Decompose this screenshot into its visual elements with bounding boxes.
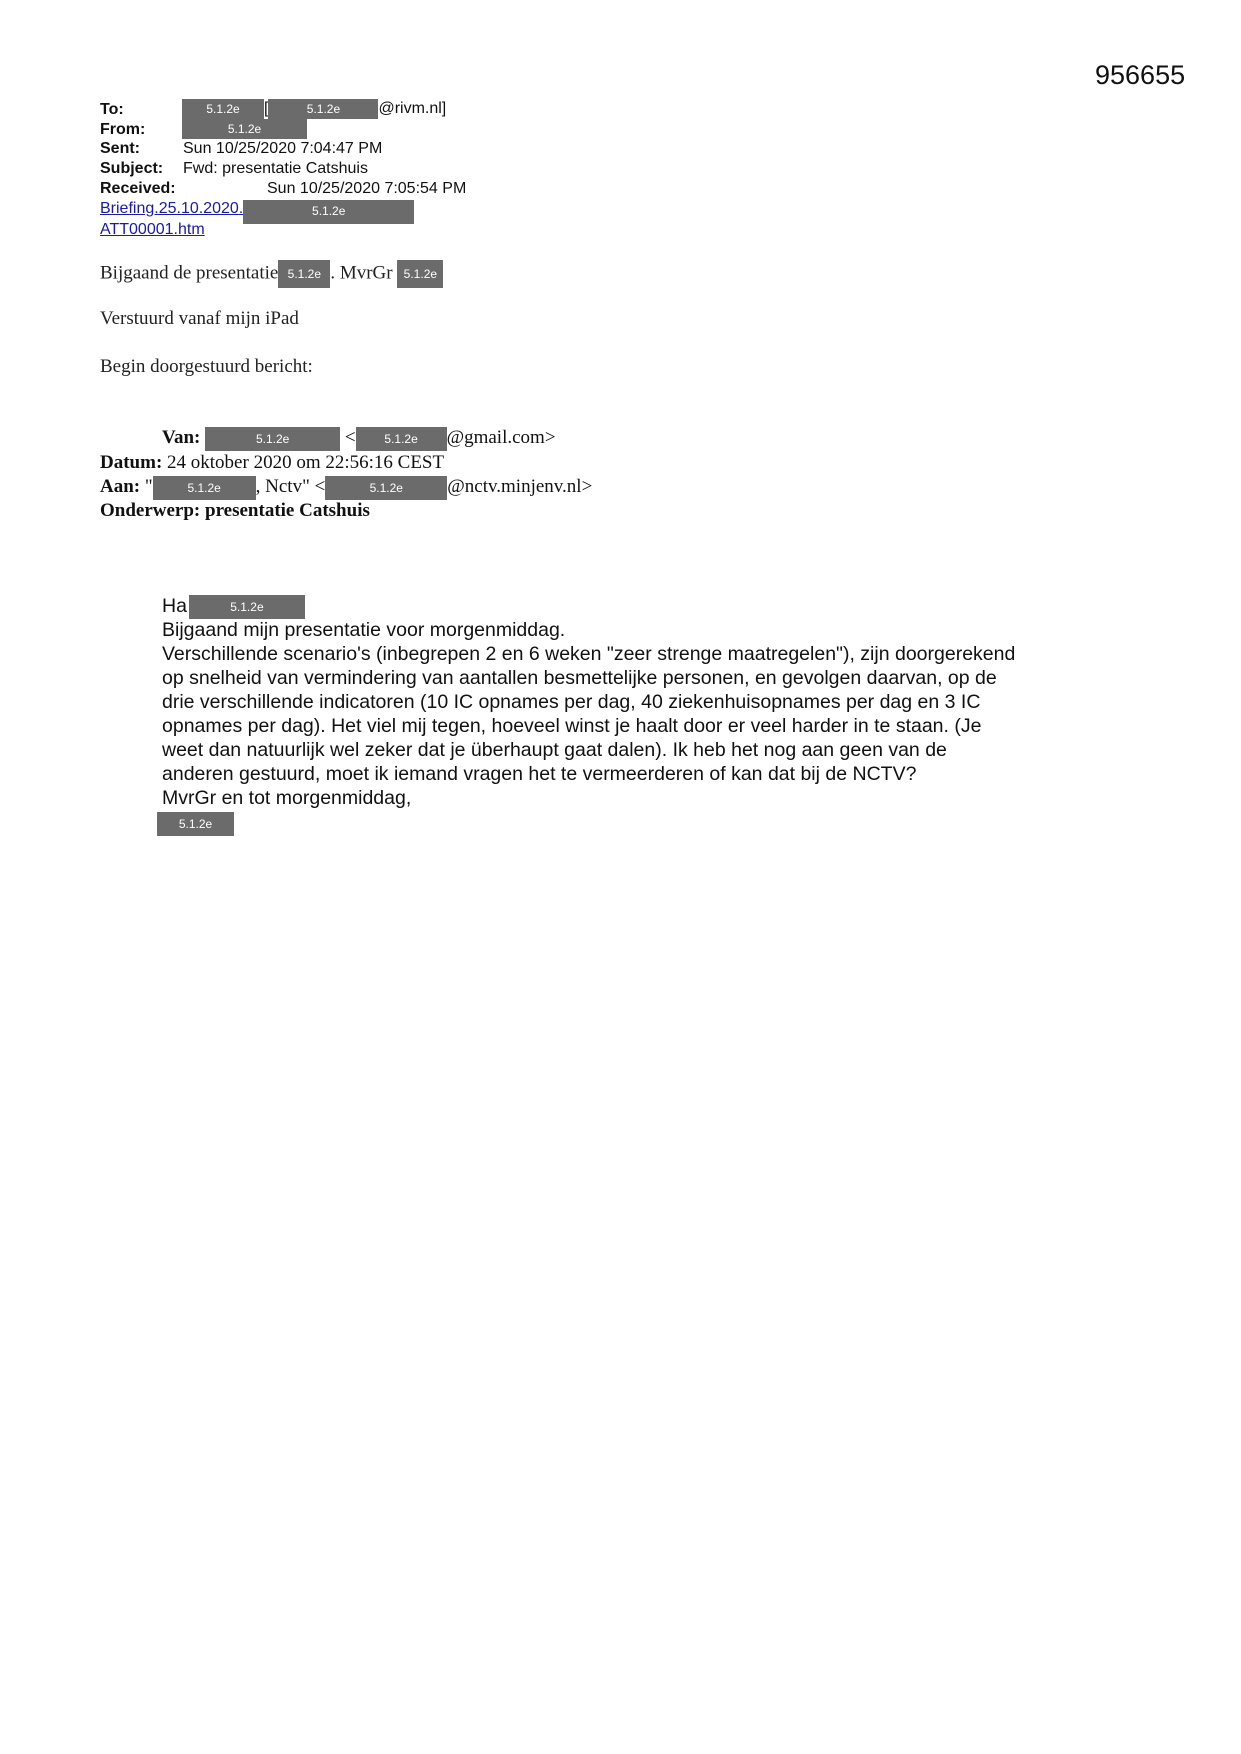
van-suffix: @gmail.com> <box>446 427 556 448</box>
aan-quote: " <box>144 476 153 497</box>
onderwerp-value: presentatie Catshuis <box>205 500 370 521</box>
document-number: 956655 <box>1095 60 1186 90</box>
redaction-box: 5.1.2e <box>356 427 447 451</box>
greeting-text: Ha <box>162 595 187 617</box>
to-bracket: [ <box>264 100 269 118</box>
forward-aan <box>100 475 592 500</box>
redaction-box: 5.1.2e <box>243 200 414 224</box>
subject-label: Subject: <box>100 160 164 177</box>
message-line: opnames per dag). Het viel mij tegen, hoeveel winst je haalt door er veel harder in te staan. (Je <box>162 715 982 737</box>
from-label: From: <box>100 121 146 138</box>
message-line: Verschillende scenario's (inbegrepen 2 en 6 weken "zeer strenge maatregelen"), zijn doorgerekend <box>162 643 1016 665</box>
intro-text: Bijgaand de presentatie <box>100 262 279 284</box>
intro-text: . MvrGr <box>330 262 393 284</box>
received-value: Sun 10/25/2020 7:05:54 PM <box>267 180 467 197</box>
attachment-link[interactable]: Briefing.25.10.2020. <box>100 200 244 217</box>
aan-label: Aan: <box>100 476 141 497</box>
datum-label: Datum: <box>100 452 163 473</box>
to-value <box>182 99 446 119</box>
redaction-box: 5.1.2e <box>205 427 340 451</box>
redaction-box: 5.1.2e <box>153 476 256 500</box>
subject-value: Fwd: presentatie Catshuis <box>183 160 368 177</box>
message-line: Bijgaand mijn presentatie voor morgenmiddag. <box>162 619 566 641</box>
message-line: drie verschillende indicatoren (10 IC opnames per dag, 40 ziekenhuisopnames per dag en 3 IC <box>162 691 981 713</box>
redaction-box: 5.1.2e <box>278 260 330 288</box>
to-suffix: @rivm.nl] <box>378 100 447 118</box>
from-value <box>182 119 307 139</box>
message-body <box>162 618 1015 810</box>
to-label: To: <box>100 101 124 118</box>
van-lt: < <box>344 427 356 448</box>
attachment-link[interactable]: ATT00001.htm <box>100 221 205 238</box>
forward-van <box>162 426 556 451</box>
redaction-box: 5.1.2e <box>182 99 264 119</box>
redaction-box: 5.1.2e <box>157 812 234 836</box>
forward-datum <box>100 451 444 475</box>
signature <box>157 812 234 836</box>
redaction-box: 5.1.2e <box>182 119 307 139</box>
aan-suffix: @nctv.minjenv.nl> <box>447 476 593 497</box>
sent-value: Sun 10/25/2020 7:04:47 PM <box>183 140 383 157</box>
received-label: Received: <box>100 180 176 197</box>
redaction-box: 5.1.2e <box>189 595 305 619</box>
redaction-box: 5.1.2e <box>397 260 443 288</box>
message-line: weet dan natuurlijk wel zeker dat je überhaupt gaat dalen). Ik heb het nog aan geen van de <box>162 739 947 761</box>
message-line: MvrGr en tot morgenmiddag, <box>162 787 412 809</box>
message-greeting <box>162 594 305 619</box>
sent-label: Sent: <box>100 140 140 157</box>
intro-line-2: Verstuurd vanaf mijn iPad <box>100 308 299 329</box>
forward-onderwerp <box>100 499 370 523</box>
intro-line-3: Begin doorgestuurd bericht: <box>100 356 313 377</box>
redaction-box: 5.1.2e <box>268 99 378 119</box>
intro-line-1 <box>100 260 443 288</box>
datum-value: 24 oktober 2020 om 22:56:16 CEST <box>167 452 445 473</box>
message-line: op snelheid van vermindering van aantallen besmettelijke personen, en gevolgen daarvan, op de <box>162 667 997 689</box>
message-line: anderen gestuurd, moet ik iemand vragen het te vermeerderen of kan dat bij de NCTV? <box>162 763 917 785</box>
redaction-box: 5.1.2e <box>325 476 447 500</box>
attachment-att[interactable] <box>100 221 205 239</box>
onderwerp-label: Onderwerp: <box>100 500 201 521</box>
aan-mid: , Nctv" < <box>255 476 326 497</box>
van-label: Van: <box>162 427 201 448</box>
